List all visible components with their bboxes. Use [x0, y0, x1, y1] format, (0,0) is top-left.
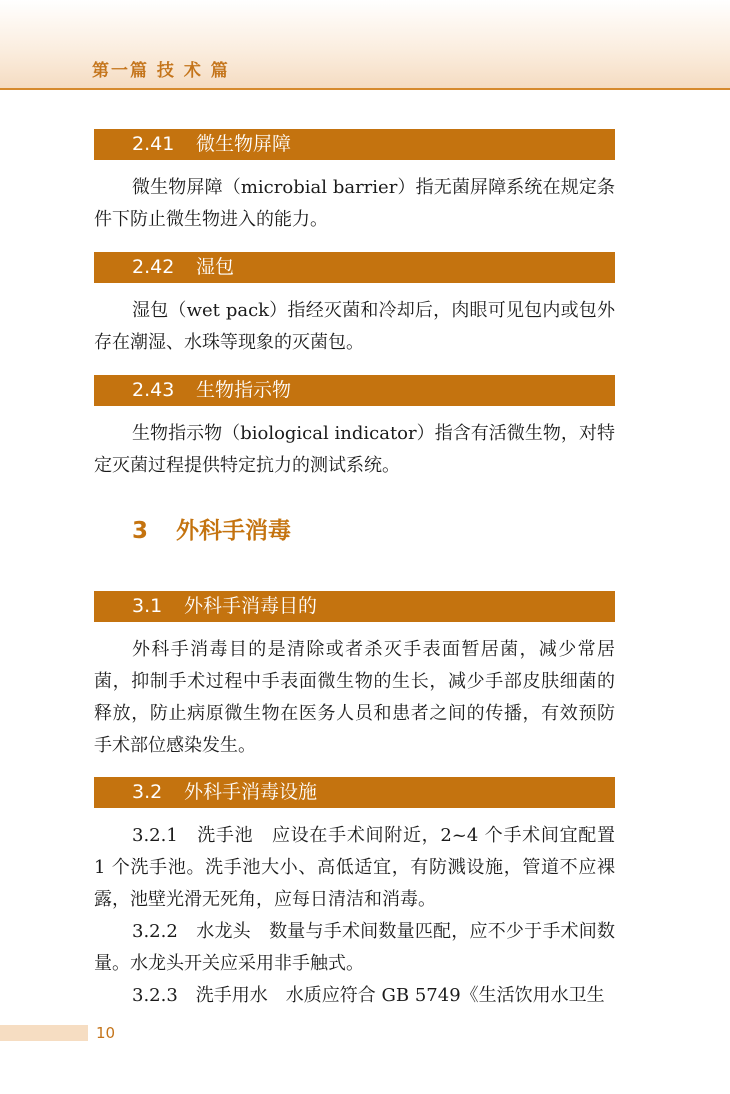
section-number: 2.43 [132, 379, 175, 401]
section-title: 湿包 [196, 256, 235, 278]
section-number: 3.1 [132, 595, 163, 617]
section-number: 2.41 [132, 133, 175, 155]
section-body-2-42: 湿包（wet pack）指经灭菌和冷却后，肉眼可见包内或包外存在潮湿、水珠等现象的灭菌包。 [94, 300, 615, 353]
section-title: 外科手消毒设施 [184, 781, 318, 803]
section-heading-2-43 [94, 375, 615, 406]
section-title: 外科手消毒目的 [184, 595, 318, 617]
footer-accent-bar [0, 1025, 88, 1041]
section-heading-3-2 [94, 777, 615, 808]
section-heading-2-42 [94, 252, 615, 283]
section-number: 3.2 [132, 781, 163, 803]
section-heading-2-41 [94, 129, 615, 160]
clause-3-2-1: 3.2.1 洗手池 应设在手术间附近，2~4 个手术间宜配置 1 个洗手池。洗手池大小、高低适宜，有防溅设施，管道不应裸露，池壁光滑无死角，应每日清洁和消毒。 [94, 825, 615, 910]
section-heading-3-1 [94, 591, 615, 622]
chapter-title: 外科手消毒 [176, 518, 291, 544]
clause-3-2-2: 3.2.2 水龙头 数量与手术间数量匹配，应不少于手术间数量。水龙头开关应采用非手触式。 [94, 921, 615, 974]
running-header-title: 第一篇 技 术 篇 [92, 61, 230, 81]
section-body-3-1: 外科手消毒目的是清除或者杀灭手表面暂居菌，减少常居菌，抑制手术过程中手表面微生物的生长，减少手部皮肤细菌的释放，防止病原微生物在医务人员和患者之间的传播，有效预防手术部位感染发生。 [94, 639, 615, 756]
header-divider [0, 88, 730, 90]
clause-3-2-3: 3.2.3 洗手用水 水质应符合 GB 5749《生活饮用水卫生 [132, 985, 605, 1006]
chapter-heading [132, 513, 291, 549]
section-title: 生物指示物 [196, 379, 292, 401]
section-number: 2.42 [132, 256, 175, 278]
section-title: 微生物屏障 [196, 133, 292, 155]
chapter-number: 3 [132, 518, 149, 544]
section-body-2-43: 生物指示物（biological indicator）指含有活微生物，对特定灭菌过程提供特定抗力的测试系统。 [94, 423, 615, 476]
section-body-2-41: 微生物屏障（microbial barrier）指无菌屏障系统在规定条件下防止微生物进入的能力。 [94, 177, 615, 230]
page-number: 10 [96, 1024, 116, 1042]
